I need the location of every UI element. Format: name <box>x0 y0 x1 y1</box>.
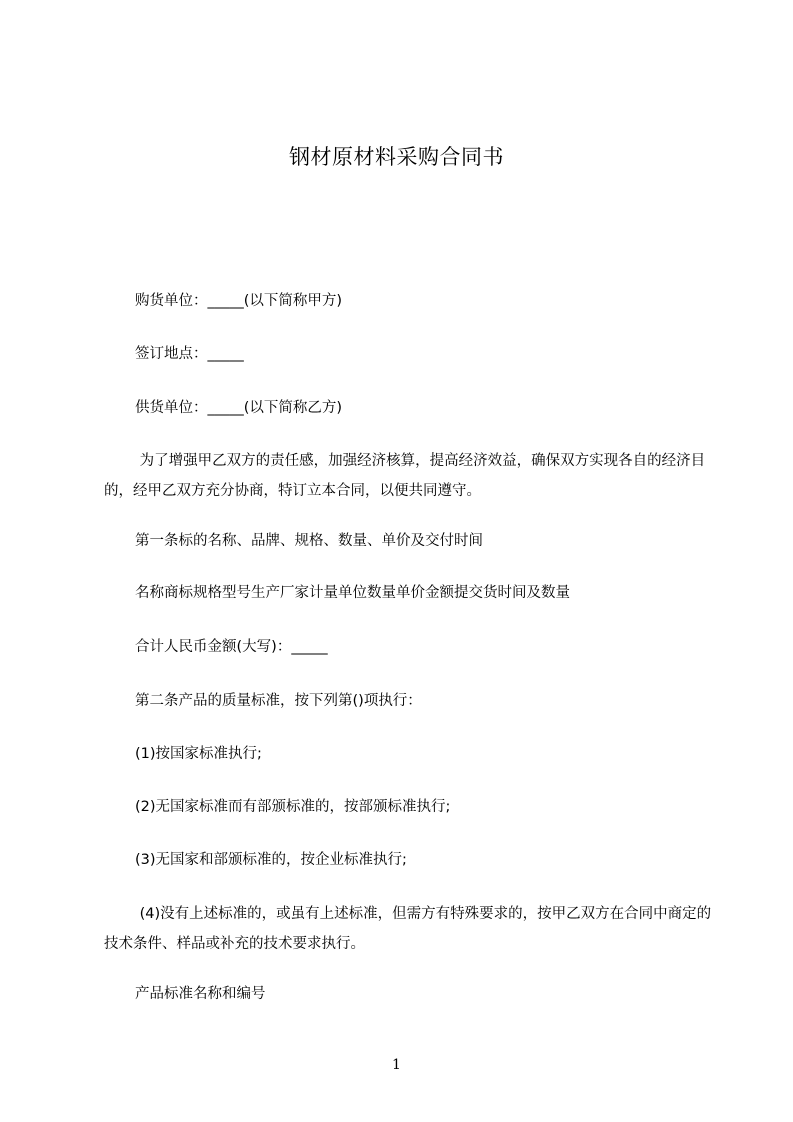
page-number: 1 <box>392 1057 401 1073</box>
article-two-heading: 第二条产品的质量标准，按下列第()项执行： <box>135 693 422 709</box>
buyer-unit-line: 购货单位：_____(以下简称甲方) <box>135 293 343 309</box>
quality-option-4: (4)没有上述标准的，或虽有上述标准，但需方有特殊要求的，按甲乙双方在合同中商定的技术条件、样品或补充的技术要求执行。 <box>104 906 712 952</box>
quality-option-1: (1)按国家标准执行; <box>135 746 262 762</box>
quality-option-2: (2)无国家标准而有部颁标准的，按部颁标准执行; <box>135 799 451 815</box>
quality-option-3: (3)无国家和部颁标准的，按企业标准执行; <box>135 852 407 868</box>
article-one-heading: 第一条标的名称、品牌、规格、数量、单价及交付时间 <box>135 533 483 549</box>
total-amount-line: 合计人民币金额(大写)：_____ <box>135 639 328 655</box>
signing-place-line: 签订地点：_____ <box>135 346 244 362</box>
product-standard-line: 产品标准名称和编号 <box>135 986 266 1002</box>
document-title: 钢材原材料采购合同书 <box>289 145 504 169</box>
preamble-paragraph: 为了增强甲乙双方的责任感，加强经济核算，提高经济效益，确保双方实现各自的经济目的，经甲乙双方充分协商，特订立本合同，以便共同遵守。 <box>104 453 706 499</box>
supplier-unit-line: 供货单位：_____(以下简称乙方) <box>135 400 343 416</box>
goods-table-header-line: 名称商标规格型号生产厂家计量单位数量单价金额提交货时间及数量 <box>135 585 570 601</box>
